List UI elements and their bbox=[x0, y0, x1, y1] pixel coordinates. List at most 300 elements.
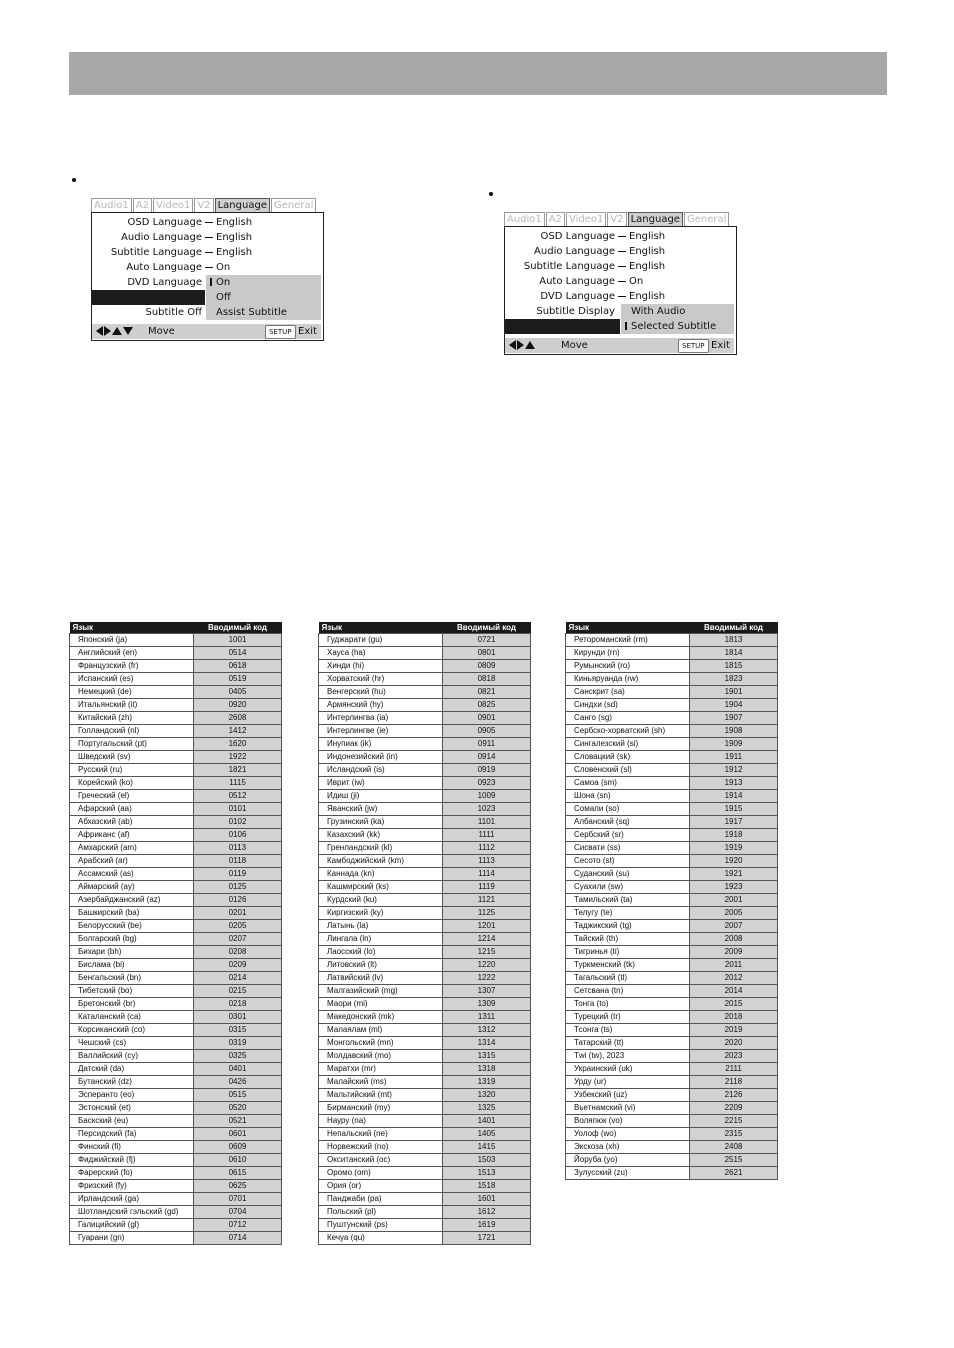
table-row bbox=[319, 1206, 531, 1219]
language-name: Таджикский (tg) bbox=[566, 920, 690, 933]
option-label: Selected Subtitle bbox=[631, 321, 717, 332]
selection-marker bbox=[210, 278, 212, 286]
language-name: Латвийский (lv) bbox=[319, 972, 443, 985]
language-name: Украинский (uk) bbox=[566, 1063, 690, 1076]
setting-value: English bbox=[629, 291, 666, 302]
language-code: 0521 bbox=[194, 1115, 282, 1128]
language-name: Баскский (eu) bbox=[70, 1115, 194, 1128]
setting-row-auto-language[interactable] bbox=[505, 274, 734, 289]
table-row bbox=[319, 868, 531, 881]
language-name: Туркменский (tk) bbox=[566, 959, 690, 972]
table-row bbox=[319, 764, 531, 777]
language-code: 2008 bbox=[690, 933, 778, 946]
setting-label: OSD Language bbox=[127, 217, 202, 228]
table-row bbox=[70, 1115, 282, 1128]
language-code: 1119 bbox=[443, 881, 531, 894]
language-code: 1101 bbox=[443, 816, 531, 829]
option-assist-subtitle[interactable] bbox=[210, 305, 287, 320]
arrow-l-icon bbox=[96, 326, 103, 336]
language-code: 2007 bbox=[690, 920, 778, 933]
language-code: 2315 bbox=[690, 1128, 778, 1141]
section-header-bar bbox=[69, 52, 887, 95]
table-row bbox=[319, 1050, 531, 1063]
language-name: Голландский (nl) bbox=[70, 725, 194, 738]
language-name: Албанский (sq) bbox=[566, 816, 690, 829]
table-row bbox=[70, 1141, 282, 1154]
language-name: Кашмирский (ks) bbox=[319, 881, 443, 894]
table-row bbox=[566, 1141, 778, 1154]
language-name: Панджаби (pa) bbox=[319, 1193, 443, 1206]
header-row bbox=[566, 622, 778, 634]
language-name: Казахский (kk) bbox=[319, 829, 443, 842]
table-row bbox=[319, 959, 531, 972]
language-name: Румынский (ro) bbox=[566, 660, 690, 673]
language-code: 1823 bbox=[690, 673, 778, 686]
osd-tabs bbox=[504, 212, 730, 226]
language-name: Урду (ur) bbox=[566, 1076, 690, 1089]
language-name: Амхарский (am) bbox=[70, 842, 194, 855]
setting-label: Subtitle Language bbox=[110, 247, 202, 258]
language-name: Татарский (tt) bbox=[566, 1037, 690, 1050]
osd-panel bbox=[444, 226, 737, 355]
setting-label: Subtitle Display bbox=[7, 292, 86, 303]
language-name: Кирунди (rn) bbox=[566, 647, 690, 660]
language-name: Корсиканский (co) bbox=[70, 1024, 194, 1037]
language-name: Инупиак (ik) bbox=[319, 738, 443, 751]
language-code: 1815 bbox=[690, 660, 778, 673]
setting-row-audio-language[interactable] bbox=[505, 244, 734, 259]
language-code: 0125 bbox=[194, 881, 282, 894]
language-code: 1222 bbox=[443, 972, 531, 985]
language-name: Корейский (ko) bbox=[70, 777, 194, 790]
table-row bbox=[70, 1193, 282, 1206]
language-name: Португальский (pt) bbox=[70, 738, 194, 751]
option-on[interactable] bbox=[210, 275, 230, 290]
language-code: 0905 bbox=[443, 725, 531, 738]
table-row bbox=[566, 1115, 778, 1128]
exit-label: Exit bbox=[711, 340, 730, 351]
language-code: 1923 bbox=[690, 881, 778, 894]
language-code: 1311 bbox=[443, 1011, 531, 1024]
language-code: 1201 bbox=[443, 920, 531, 933]
move-label: Move bbox=[148, 326, 175, 337]
language-code: 0704 bbox=[194, 1206, 282, 1219]
language-name: Эсперанто (eo) bbox=[70, 1089, 194, 1102]
language-code: 0914 bbox=[443, 751, 531, 764]
tab-audio1[interactable]: Audio1 bbox=[91, 198, 132, 213]
language-code: 0901 bbox=[443, 712, 531, 725]
language-name: Тонга (to) bbox=[566, 998, 690, 1011]
table-row bbox=[319, 985, 531, 998]
language-name: Синдхи (sd) bbox=[566, 699, 690, 712]
language-code: 0119 bbox=[194, 868, 282, 881]
table-row bbox=[566, 933, 778, 946]
table-row bbox=[70, 1206, 282, 1219]
language-code: 1908 bbox=[690, 725, 778, 738]
table-row bbox=[566, 1050, 778, 1063]
language-code: 1412 bbox=[194, 725, 282, 738]
table-row bbox=[319, 1141, 531, 1154]
setting-label: Subtitle Language bbox=[523, 261, 615, 272]
language-name: Бретонский (br) bbox=[70, 998, 194, 1011]
table-row bbox=[70, 959, 282, 972]
language-code: 0106 bbox=[194, 829, 282, 842]
table-row bbox=[566, 803, 778, 816]
table-row bbox=[566, 959, 778, 972]
language-name: Окситанский (oc) bbox=[319, 1154, 443, 1167]
option-label: Assist Subtitle bbox=[216, 307, 287, 318]
setting-row-subtitle-language[interactable] bbox=[92, 245, 321, 260]
table-row bbox=[566, 790, 778, 803]
tab-a2[interactable]: A2 bbox=[546, 212, 565, 227]
language-code: 1312 bbox=[443, 1024, 531, 1037]
language-name: Исландский (is) bbox=[319, 764, 443, 777]
language-code: 1315 bbox=[443, 1050, 531, 1063]
language-code: 2126 bbox=[690, 1089, 778, 1102]
language-name: Галицийский (gl) bbox=[70, 1219, 194, 1232]
language-name: Молдавский (mo) bbox=[319, 1050, 443, 1063]
setting-row-subtitle-language[interactable] bbox=[505, 259, 734, 274]
table-row bbox=[70, 998, 282, 1011]
table-row bbox=[70, 933, 282, 946]
table-row bbox=[319, 1180, 531, 1193]
table-row bbox=[70, 764, 282, 777]
table-row bbox=[70, 1180, 282, 1193]
language-name: Армянский (hy) bbox=[319, 699, 443, 712]
table-row bbox=[70, 1102, 282, 1115]
language-name: Тамильский (ta) bbox=[566, 894, 690, 907]
tab-general[interactable]: General bbox=[684, 212, 729, 227]
language-code: 0205 bbox=[194, 920, 282, 933]
language-code: 1309 bbox=[443, 998, 531, 1011]
language-code: 0215 bbox=[194, 985, 282, 998]
table-row bbox=[70, 1167, 282, 1180]
tab-general[interactable]: General bbox=[271, 198, 316, 213]
language-name: Малгазийский (mg) bbox=[319, 985, 443, 998]
language-name: Лаосский (lo) bbox=[319, 946, 443, 959]
table-row bbox=[70, 1063, 282, 1076]
table-row bbox=[70, 673, 282, 686]
language-name: Польский (pl) bbox=[319, 1206, 443, 1219]
language-code: 0126 bbox=[194, 894, 282, 907]
language-name: Непальский (ne) bbox=[319, 1128, 443, 1141]
language-code: 0101 bbox=[194, 803, 282, 816]
tab-v2[interactable]: V2 bbox=[607, 212, 626, 227]
setup-button[interactable]: SETUP bbox=[265, 325, 296, 339]
language-code: 1901 bbox=[690, 686, 778, 699]
language-code: 0209 bbox=[194, 959, 282, 972]
language-name: Арабский (ar) bbox=[70, 855, 194, 868]
language-code: 2011 bbox=[690, 959, 778, 972]
table-row bbox=[319, 972, 531, 985]
table-row bbox=[566, 764, 778, 777]
header-row bbox=[319, 622, 531, 634]
language-name: Английский (en) bbox=[70, 647, 194, 660]
setting-row-osd-language[interactable] bbox=[505, 229, 734, 244]
table-row bbox=[319, 855, 531, 868]
language-name: Сербско-хорватский (sh) bbox=[566, 725, 690, 738]
language-name: Тсонга (ts) bbox=[566, 1024, 690, 1037]
language-name: Интерлингва (ia) bbox=[319, 712, 443, 725]
language-code: 2215 bbox=[690, 1115, 778, 1128]
table-row bbox=[70, 803, 282, 816]
language-code: 0809 bbox=[443, 660, 531, 673]
language-code: 1415 bbox=[443, 1141, 531, 1154]
arrow-u-icon bbox=[112, 327, 122, 335]
language-name: Ассамский (as) bbox=[70, 868, 194, 881]
setup-button[interactable]: SETUP bbox=[678, 339, 709, 353]
language-code: 2621 bbox=[690, 1167, 778, 1180]
language-name: Идиш (ji) bbox=[319, 790, 443, 803]
language-name: Бихари (bh) bbox=[70, 946, 194, 959]
table-row bbox=[70, 634, 282, 647]
language-name: Фарерский (fo) bbox=[70, 1167, 194, 1180]
language-code: 0801 bbox=[443, 647, 531, 660]
table-row bbox=[566, 751, 778, 764]
language-code: 1919 bbox=[690, 842, 778, 855]
language-code: 1601 bbox=[443, 1193, 531, 1206]
language-name: Каннада (kn) bbox=[319, 868, 443, 881]
table-row bbox=[566, 1154, 778, 1167]
language-name: Тигринья (ti) bbox=[566, 946, 690, 959]
table-row bbox=[70, 777, 282, 790]
table-row bbox=[566, 868, 778, 881]
language-code: 2020 bbox=[690, 1037, 778, 1050]
language-name: Тибетский (bo) bbox=[70, 985, 194, 998]
language-name: Мальтийский (mt) bbox=[319, 1089, 443, 1102]
language-code: 1114 bbox=[443, 868, 531, 881]
header-code: Вводимый код bbox=[690, 622, 778, 634]
language-name: Словацкий (sk) bbox=[566, 751, 690, 764]
table-row bbox=[70, 985, 282, 998]
table-row bbox=[319, 1063, 531, 1076]
setting-row-subtitle-display[interactable] bbox=[7, 290, 205, 305]
language-name: Гуарани (gn) bbox=[70, 1232, 194, 1245]
options-popup bbox=[206, 275, 321, 320]
language-code: 0721 bbox=[443, 634, 531, 647]
dash-separator bbox=[618, 251, 626, 252]
table-row bbox=[70, 1076, 282, 1089]
navigation-arrows-icon bbox=[96, 326, 133, 336]
table-row bbox=[70, 1037, 282, 1050]
tab-video1[interactable]: Video1 bbox=[566, 212, 606, 227]
table-row bbox=[319, 842, 531, 855]
language-code: 0118 bbox=[194, 855, 282, 868]
table-row bbox=[319, 647, 531, 660]
language-name: Сесото (st) bbox=[566, 855, 690, 868]
language-name: Финский (fi) bbox=[70, 1141, 194, 1154]
language-code: 1401 bbox=[443, 1115, 531, 1128]
language-name: Науру (na) bbox=[319, 1115, 443, 1128]
language-name: Датский (da) bbox=[70, 1063, 194, 1076]
osd-tabs bbox=[91, 198, 317, 212]
arrow-l-icon bbox=[509, 340, 516, 350]
setting-row-osd-language[interactable] bbox=[92, 215, 321, 230]
option-off[interactable] bbox=[210, 290, 231, 305]
language-name: Узбекский (uz) bbox=[566, 1089, 690, 1102]
navigation-arrows-icon bbox=[509, 340, 535, 350]
table-row bbox=[566, 1063, 778, 1076]
option-with-audio[interactable] bbox=[625, 304, 685, 319]
setting-label: Subtitle Display bbox=[536, 306, 615, 317]
table-row bbox=[70, 1089, 282, 1102]
table-row bbox=[70, 712, 282, 725]
table-row bbox=[319, 894, 531, 907]
language-code-table-1 bbox=[69, 622, 282, 1245]
language-code: 1904 bbox=[690, 699, 778, 712]
table-row bbox=[566, 946, 778, 959]
table-row bbox=[566, 816, 778, 829]
setting-row-subtitle-off[interactable] bbox=[444, 319, 620, 334]
language-code-table-3 bbox=[565, 622, 778, 1180]
language-name: Самоа (sm) bbox=[566, 777, 690, 790]
language-code: 1821 bbox=[194, 764, 282, 777]
language-name: Испанский (es) bbox=[70, 673, 194, 686]
language-name: Персидский (fa) bbox=[70, 1128, 194, 1141]
language-code: 1917 bbox=[690, 816, 778, 829]
language-name: Шона (sn) bbox=[566, 790, 690, 803]
language-code: 0512 bbox=[194, 790, 282, 803]
language-name: Сингалезский (si) bbox=[566, 738, 690, 751]
language-name: Словенский (sl) bbox=[566, 764, 690, 777]
table-row bbox=[566, 1089, 778, 1102]
language-name: Тайский (th) bbox=[566, 933, 690, 946]
table-row bbox=[70, 842, 282, 855]
table-row bbox=[319, 751, 531, 764]
setting-value: English bbox=[629, 231, 666, 242]
language-code: 1619 bbox=[443, 1219, 531, 1232]
table-row bbox=[70, 751, 282, 764]
language-name: Интерлингве (ie) bbox=[319, 725, 443, 738]
table-row bbox=[566, 1011, 778, 1024]
table-row bbox=[566, 686, 778, 699]
tab-a2[interactable]: A2 bbox=[133, 198, 152, 213]
language-name: Гуджарати (gu) bbox=[319, 634, 443, 647]
table-row bbox=[319, 1167, 531, 1180]
table-row bbox=[566, 647, 778, 660]
table-row bbox=[319, 1115, 531, 1128]
table-header bbox=[566, 622, 778, 634]
setting-row-auto-language[interactable] bbox=[92, 260, 321, 275]
table-row bbox=[319, 829, 531, 842]
tab-language[interactable]: Language bbox=[215, 198, 270, 213]
language-name: Воляпюк (vo) bbox=[566, 1115, 690, 1128]
table-row bbox=[566, 1128, 778, 1141]
arrow-r-icon bbox=[517, 340, 524, 350]
table-row bbox=[319, 946, 531, 959]
language-code: 0301 bbox=[194, 1011, 282, 1024]
language-name: Киньяруанда (rw) bbox=[566, 673, 690, 686]
language-code: 0207 bbox=[194, 933, 282, 946]
language-code: 0615 bbox=[194, 1167, 282, 1180]
language-name: Малайский (ms) bbox=[319, 1076, 443, 1089]
table-row bbox=[566, 998, 778, 1011]
table-row bbox=[70, 1128, 282, 1141]
table-row bbox=[319, 816, 531, 829]
language-code: 0319 bbox=[194, 1037, 282, 1050]
language-code: 1115 bbox=[194, 777, 282, 790]
arrow-u-icon bbox=[525, 341, 535, 349]
option-selected-subtitle[interactable] bbox=[625, 319, 716, 334]
setting-row-dvd-language[interactable] bbox=[505, 289, 734, 304]
language-name: Белорусский (be) bbox=[70, 920, 194, 933]
table-row bbox=[70, 1050, 282, 1063]
language-code: 1909 bbox=[690, 738, 778, 751]
language-code: 1913 bbox=[690, 777, 778, 790]
tab-language[interactable]: Language bbox=[628, 212, 683, 227]
table-row bbox=[566, 985, 778, 998]
language-name: Киргизский (ky) bbox=[319, 907, 443, 920]
table-row bbox=[70, 855, 282, 868]
language-name: Лингала (ln) bbox=[319, 933, 443, 946]
language-code: 1921 bbox=[690, 868, 778, 881]
language-code: 0712 bbox=[194, 1219, 282, 1232]
table-row bbox=[319, 660, 531, 673]
language-code: 2019 bbox=[690, 1024, 778, 1037]
language-name: Немецкий (de) bbox=[70, 686, 194, 699]
osd-footer bbox=[92, 324, 321, 339]
setting-label: Audio Language bbox=[534, 246, 615, 257]
language-code: 2209 bbox=[690, 1102, 778, 1115]
language-name: Бирманский (my) bbox=[319, 1102, 443, 1115]
setting-row-audio-language[interactable] bbox=[92, 230, 321, 245]
language-name: Санго (sg) bbox=[566, 712, 690, 725]
table-row bbox=[319, 803, 531, 816]
language-code: 0610 bbox=[194, 1154, 282, 1167]
table-row bbox=[566, 1167, 778, 1180]
language-code: 0514 bbox=[194, 647, 282, 660]
tab-audio1[interactable]: Audio1 bbox=[504, 212, 545, 227]
header-code: Вводимый код bbox=[194, 622, 282, 634]
table-row bbox=[566, 855, 778, 868]
tab-video1[interactable]: Video1 bbox=[153, 198, 193, 213]
table-row bbox=[70, 1219, 282, 1232]
language-name: Ория (or) bbox=[319, 1180, 443, 1193]
language-name: Индонезийский (in) bbox=[319, 751, 443, 764]
language-code: 0625 bbox=[194, 1180, 282, 1193]
table-row bbox=[319, 1037, 531, 1050]
language-code: 0911 bbox=[443, 738, 531, 751]
tab-v2[interactable]: V2 bbox=[194, 198, 213, 213]
table-row bbox=[566, 829, 778, 842]
language-code: 2009 bbox=[690, 946, 778, 959]
language-name: Телугу (te) bbox=[566, 907, 690, 920]
setting-label: Subtitle Off bbox=[145, 307, 202, 318]
language-name: Хауса (ha) bbox=[319, 647, 443, 660]
language-name: Башкирский (ba) bbox=[70, 907, 194, 920]
setting-value: On bbox=[216, 262, 231, 273]
language-name: Норвежский (no) bbox=[319, 1141, 443, 1154]
language-code: 1914 bbox=[690, 790, 778, 803]
dash-separator bbox=[205, 222, 213, 223]
language-code: 1215 bbox=[443, 946, 531, 959]
language-name: Французский (fr) bbox=[70, 660, 194, 673]
language-code: 1111 bbox=[443, 829, 531, 842]
osd-screen-right bbox=[444, 212, 737, 355]
header-language: Язык bbox=[70, 622, 194, 634]
setting-value: On bbox=[629, 276, 644, 287]
language-name: Монгольский (mn) bbox=[319, 1037, 443, 1050]
table-row bbox=[70, 816, 282, 829]
table-row bbox=[319, 1219, 531, 1232]
language-name: Зулусский (zu) bbox=[566, 1167, 690, 1180]
table-row bbox=[70, 868, 282, 881]
language-name: Азербайджанский (az) bbox=[70, 894, 194, 907]
language-name: Греческий (el) bbox=[70, 790, 194, 803]
language-name: Венгерский (hu) bbox=[319, 686, 443, 699]
table-row bbox=[566, 1024, 778, 1037]
table-row bbox=[70, 1154, 282, 1167]
